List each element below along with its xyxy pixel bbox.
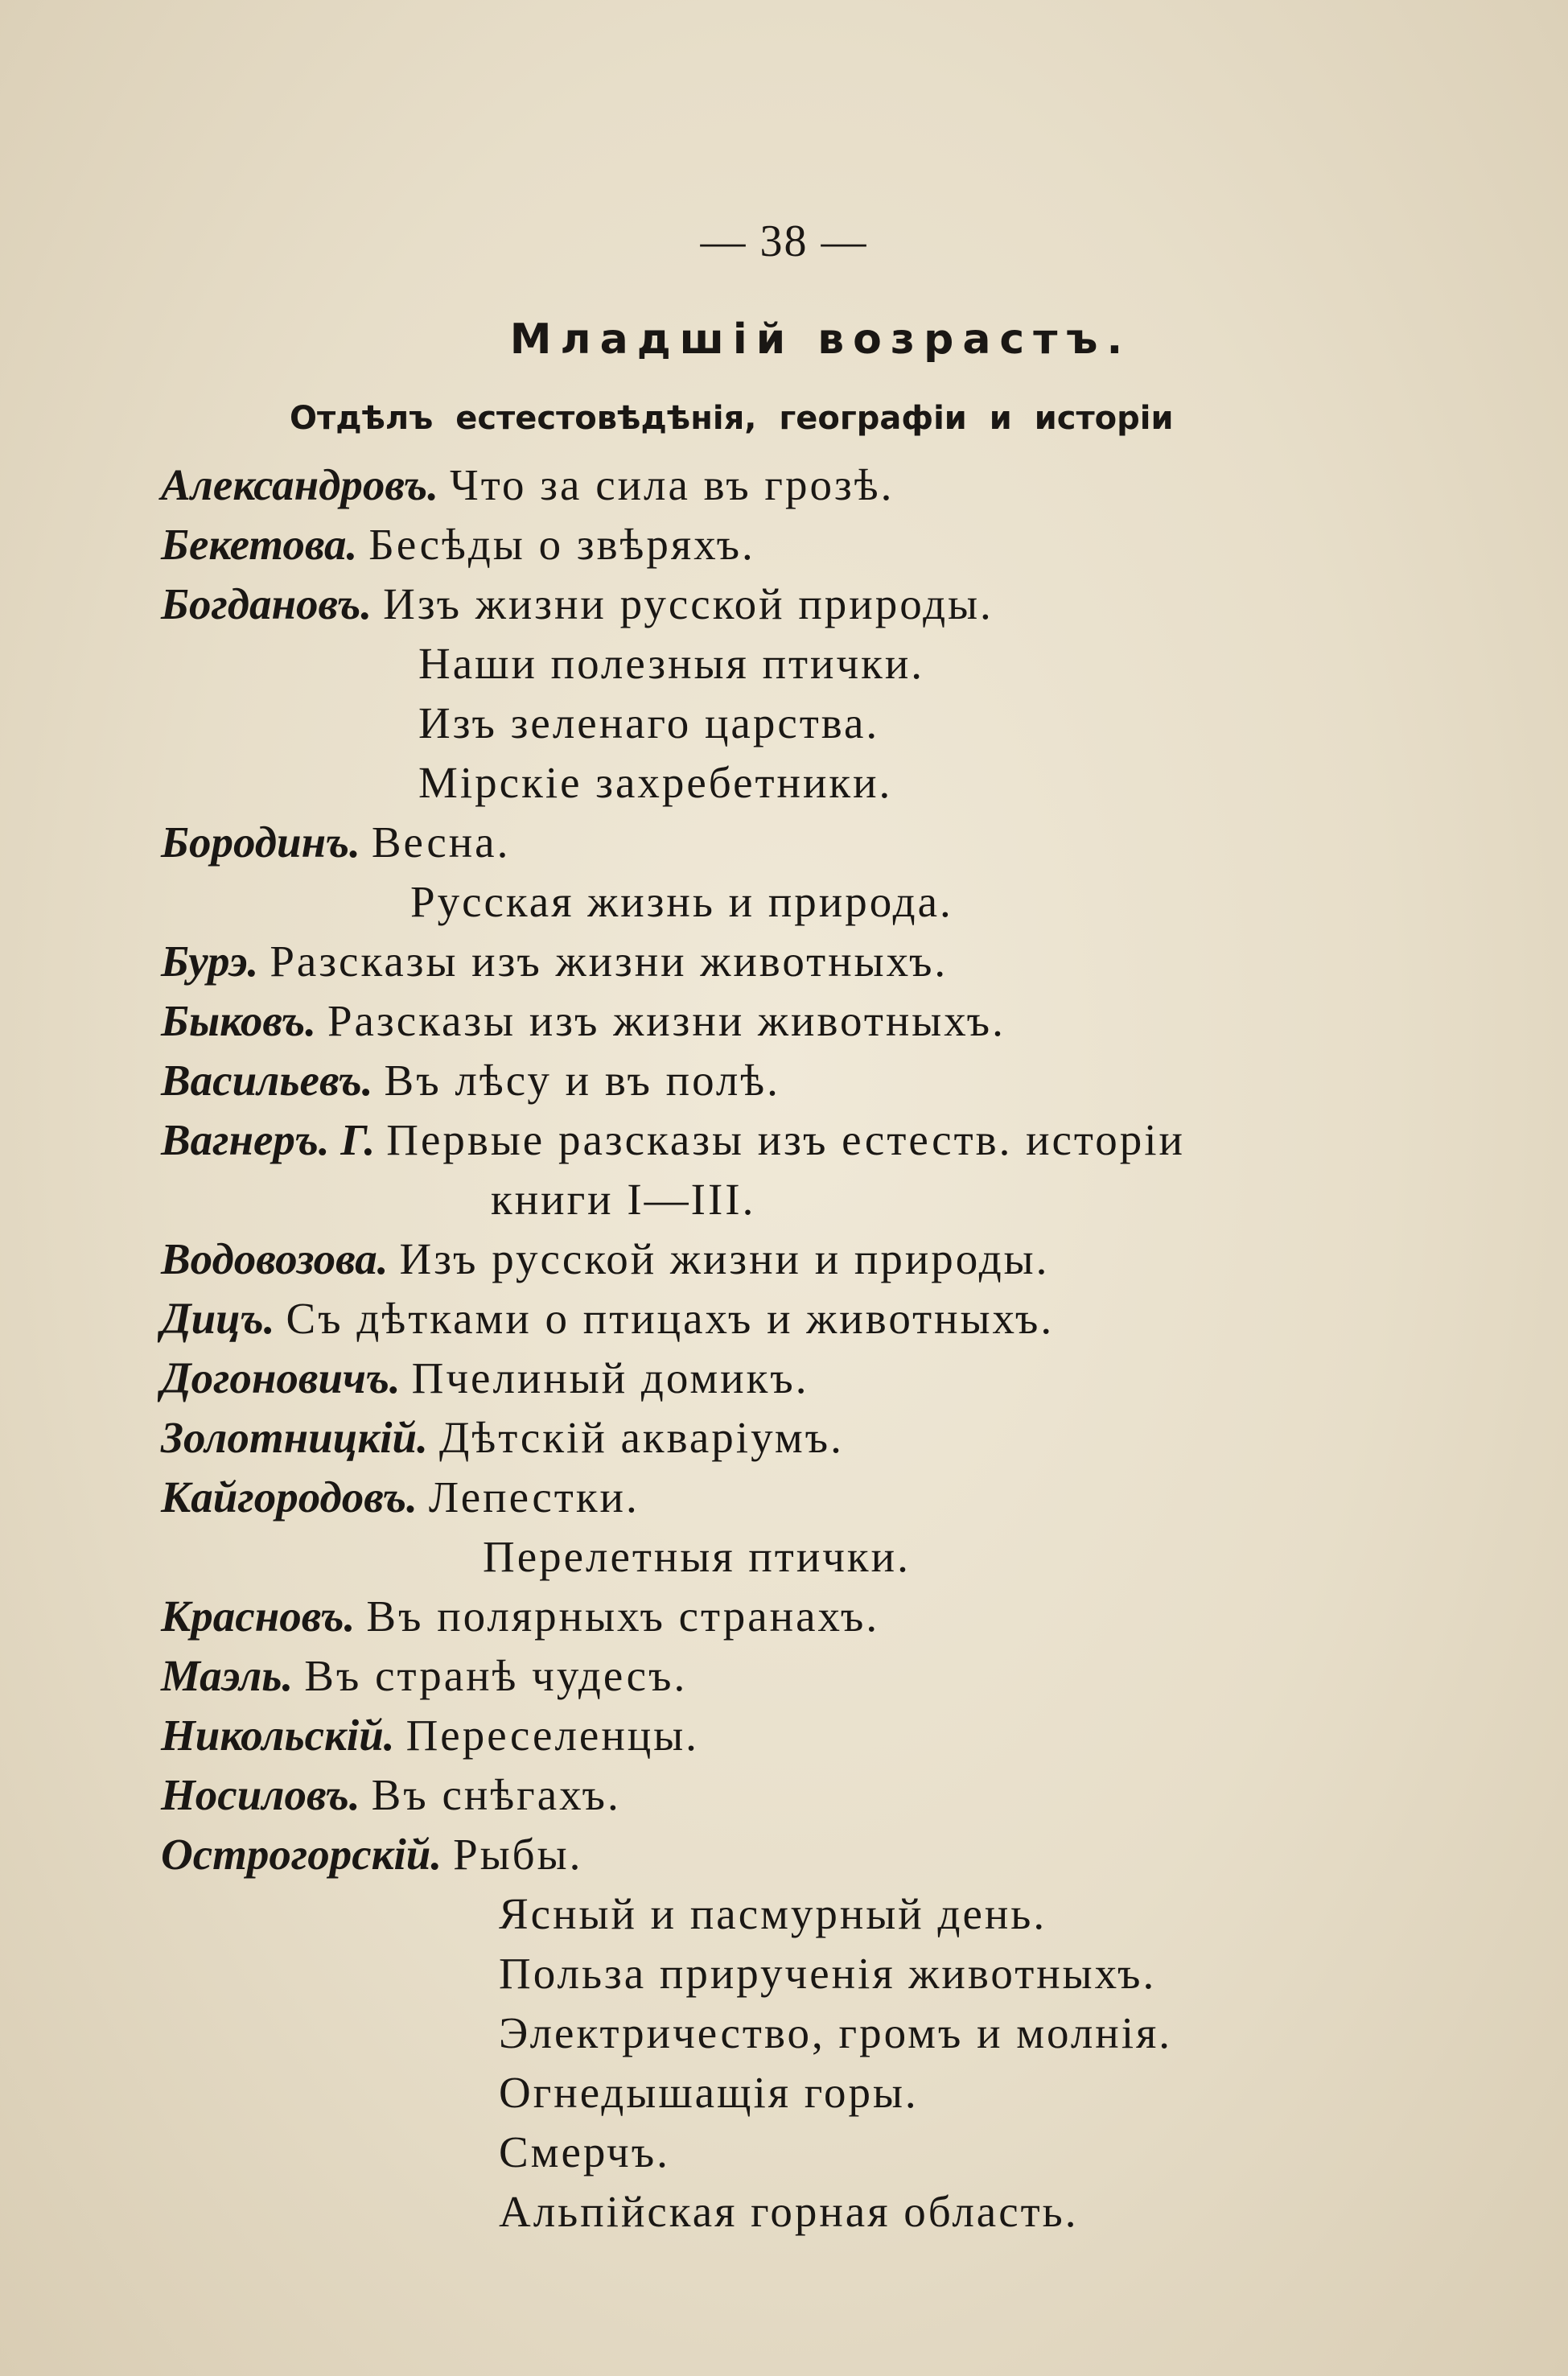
list-item: [491, 1169, 755, 1230]
list-item: [161, 574, 994, 635]
author-name: Догоновичъ.: [161, 1353, 401, 1402]
list-item: [418, 752, 892, 813]
list-item: [161, 1229, 1049, 1290]
list-item: [161, 1645, 687, 1707]
book-title: Наши полезныя птички.: [418, 639, 925, 688]
section-subheading: Отдѣлъ естестовѣдѣнія, географіи и исторіи: [290, 400, 1174, 437]
list-item: [410, 871, 953, 933]
list-item: [499, 1943, 1156, 2004]
list-item: [161, 931, 948, 992]
author-name: Вагнеръ. Г.: [161, 1115, 376, 1164]
book-title: Изъ зеленаго царства.: [418, 698, 880, 747]
book-title: Польза прирученія животныхъ.: [499, 1949, 1157, 1998]
list-item: [499, 2181, 1079, 2242]
list-item: [161, 1348, 809, 1409]
list-item: [483, 1526, 911, 1587]
author-name: Дицъ.: [161, 1294, 275, 1343]
book-title: Въ странѣ чудесъ.: [304, 1651, 688, 1700]
book-title: Разсказы изъ жизни животныхъ.: [270, 937, 949, 986]
list-item: [499, 2062, 919, 2123]
author-name: Бекетова.: [161, 520, 358, 569]
author-name: Кайгородовъ.: [161, 1472, 418, 1522]
list-item: [161, 990, 1006, 1052]
book-title: Огнедышащія горы.: [499, 2068, 919, 2117]
author-name: Бурэ.: [161, 937, 259, 986]
book-title: Рыбы.: [453, 1830, 583, 1879]
section-heading: Младшій возрастъ.: [509, 315, 1132, 364]
list-item: [161, 1467, 640, 1528]
list-item: [161, 1407, 844, 1468]
book-title: Въ полярныхъ странахъ.: [366, 1592, 880, 1641]
list-item: [161, 1288, 1054, 1349]
book-title: Русская жизнь и природа.: [410, 877, 953, 926]
list-item: [161, 1586, 879, 1647]
author-name: Бородинъ.: [161, 817, 360, 867]
list-item: [161, 455, 894, 516]
list-item: [499, 2003, 1172, 2064]
author-name: Никольскій.: [161, 1711, 395, 1760]
list-item: [161, 1764, 621, 1826]
list-item: [161, 1824, 582, 1885]
list-item: [418, 633, 924, 694]
author-name: Маэль.: [161, 1651, 294, 1700]
book-title: Мірскіе захребетники.: [418, 758, 893, 807]
list-item: [418, 693, 879, 754]
book-title: Въ лѣсу и въ полѣ.: [384, 1056, 780, 1105]
author-name: Острогорскій.: [161, 1830, 442, 1879]
list-item: [161, 514, 755, 575]
author-name: Носиловъ.: [161, 1770, 360, 1819]
author-name: Быковъ.: [161, 996, 316, 1045]
book-title: Бесѣды о звѣряхъ.: [368, 520, 755, 569]
list-item: [161, 1110, 1185, 1171]
book-title: книги I—III.: [491, 1175, 756, 1224]
book-title: Изъ русской жизни и природы.: [399, 1234, 1050, 1283]
book-title: Переселенцы.: [405, 1711, 699, 1760]
page-number: — 38 —: [700, 216, 868, 266]
book-title: Лепестки.: [428, 1472, 640, 1522]
book-title: Весна.: [371, 817, 511, 867]
book-title: Съ дѣтками о птицахъ и животныхъ.: [286, 1294, 1055, 1343]
author-name: Александровъ.: [161, 460, 438, 509]
book-title: Дѣтскій акваріумъ.: [438, 1413, 844, 1462]
book-title: Первые разсказы изъ естеств. исторіи: [386, 1115, 1185, 1164]
list-item: [499, 2122, 670, 2183]
book-title: Изъ жизни русской природы.: [383, 579, 994, 628]
author-name: Васильевъ.: [161, 1056, 373, 1105]
book-title: Что за сила въ грозѣ.: [450, 460, 895, 509]
list-item: [161, 812, 510, 873]
book-title: Пчелиный домикъ.: [411, 1353, 809, 1402]
list-item: [161, 1705, 699, 1766]
author-name: Золотницкій.: [161, 1413, 428, 1462]
book-title: Перелетныя птички.: [483, 1532, 911, 1581]
book-title: Разсказы изъ жизни животныхъ.: [327, 996, 1006, 1045]
book-title: Смерчъ.: [499, 2127, 670, 2176]
list-item: [499, 1884, 1047, 1945]
list-item: [161, 1050, 780, 1111]
author-name: Красновъ.: [161, 1592, 356, 1641]
author-name: Водовозова.: [161, 1234, 389, 1283]
book-title: Въ снѣгахъ.: [371, 1770, 621, 1819]
author-name: Богдановъ.: [161, 579, 372, 628]
book-title: Альпійская горная область.: [499, 2187, 1079, 2236]
book-title: Ясный и пасмурный день.: [499, 1889, 1047, 1938]
book-title: Электричество, громъ и молнія.: [499, 2008, 1173, 2057]
